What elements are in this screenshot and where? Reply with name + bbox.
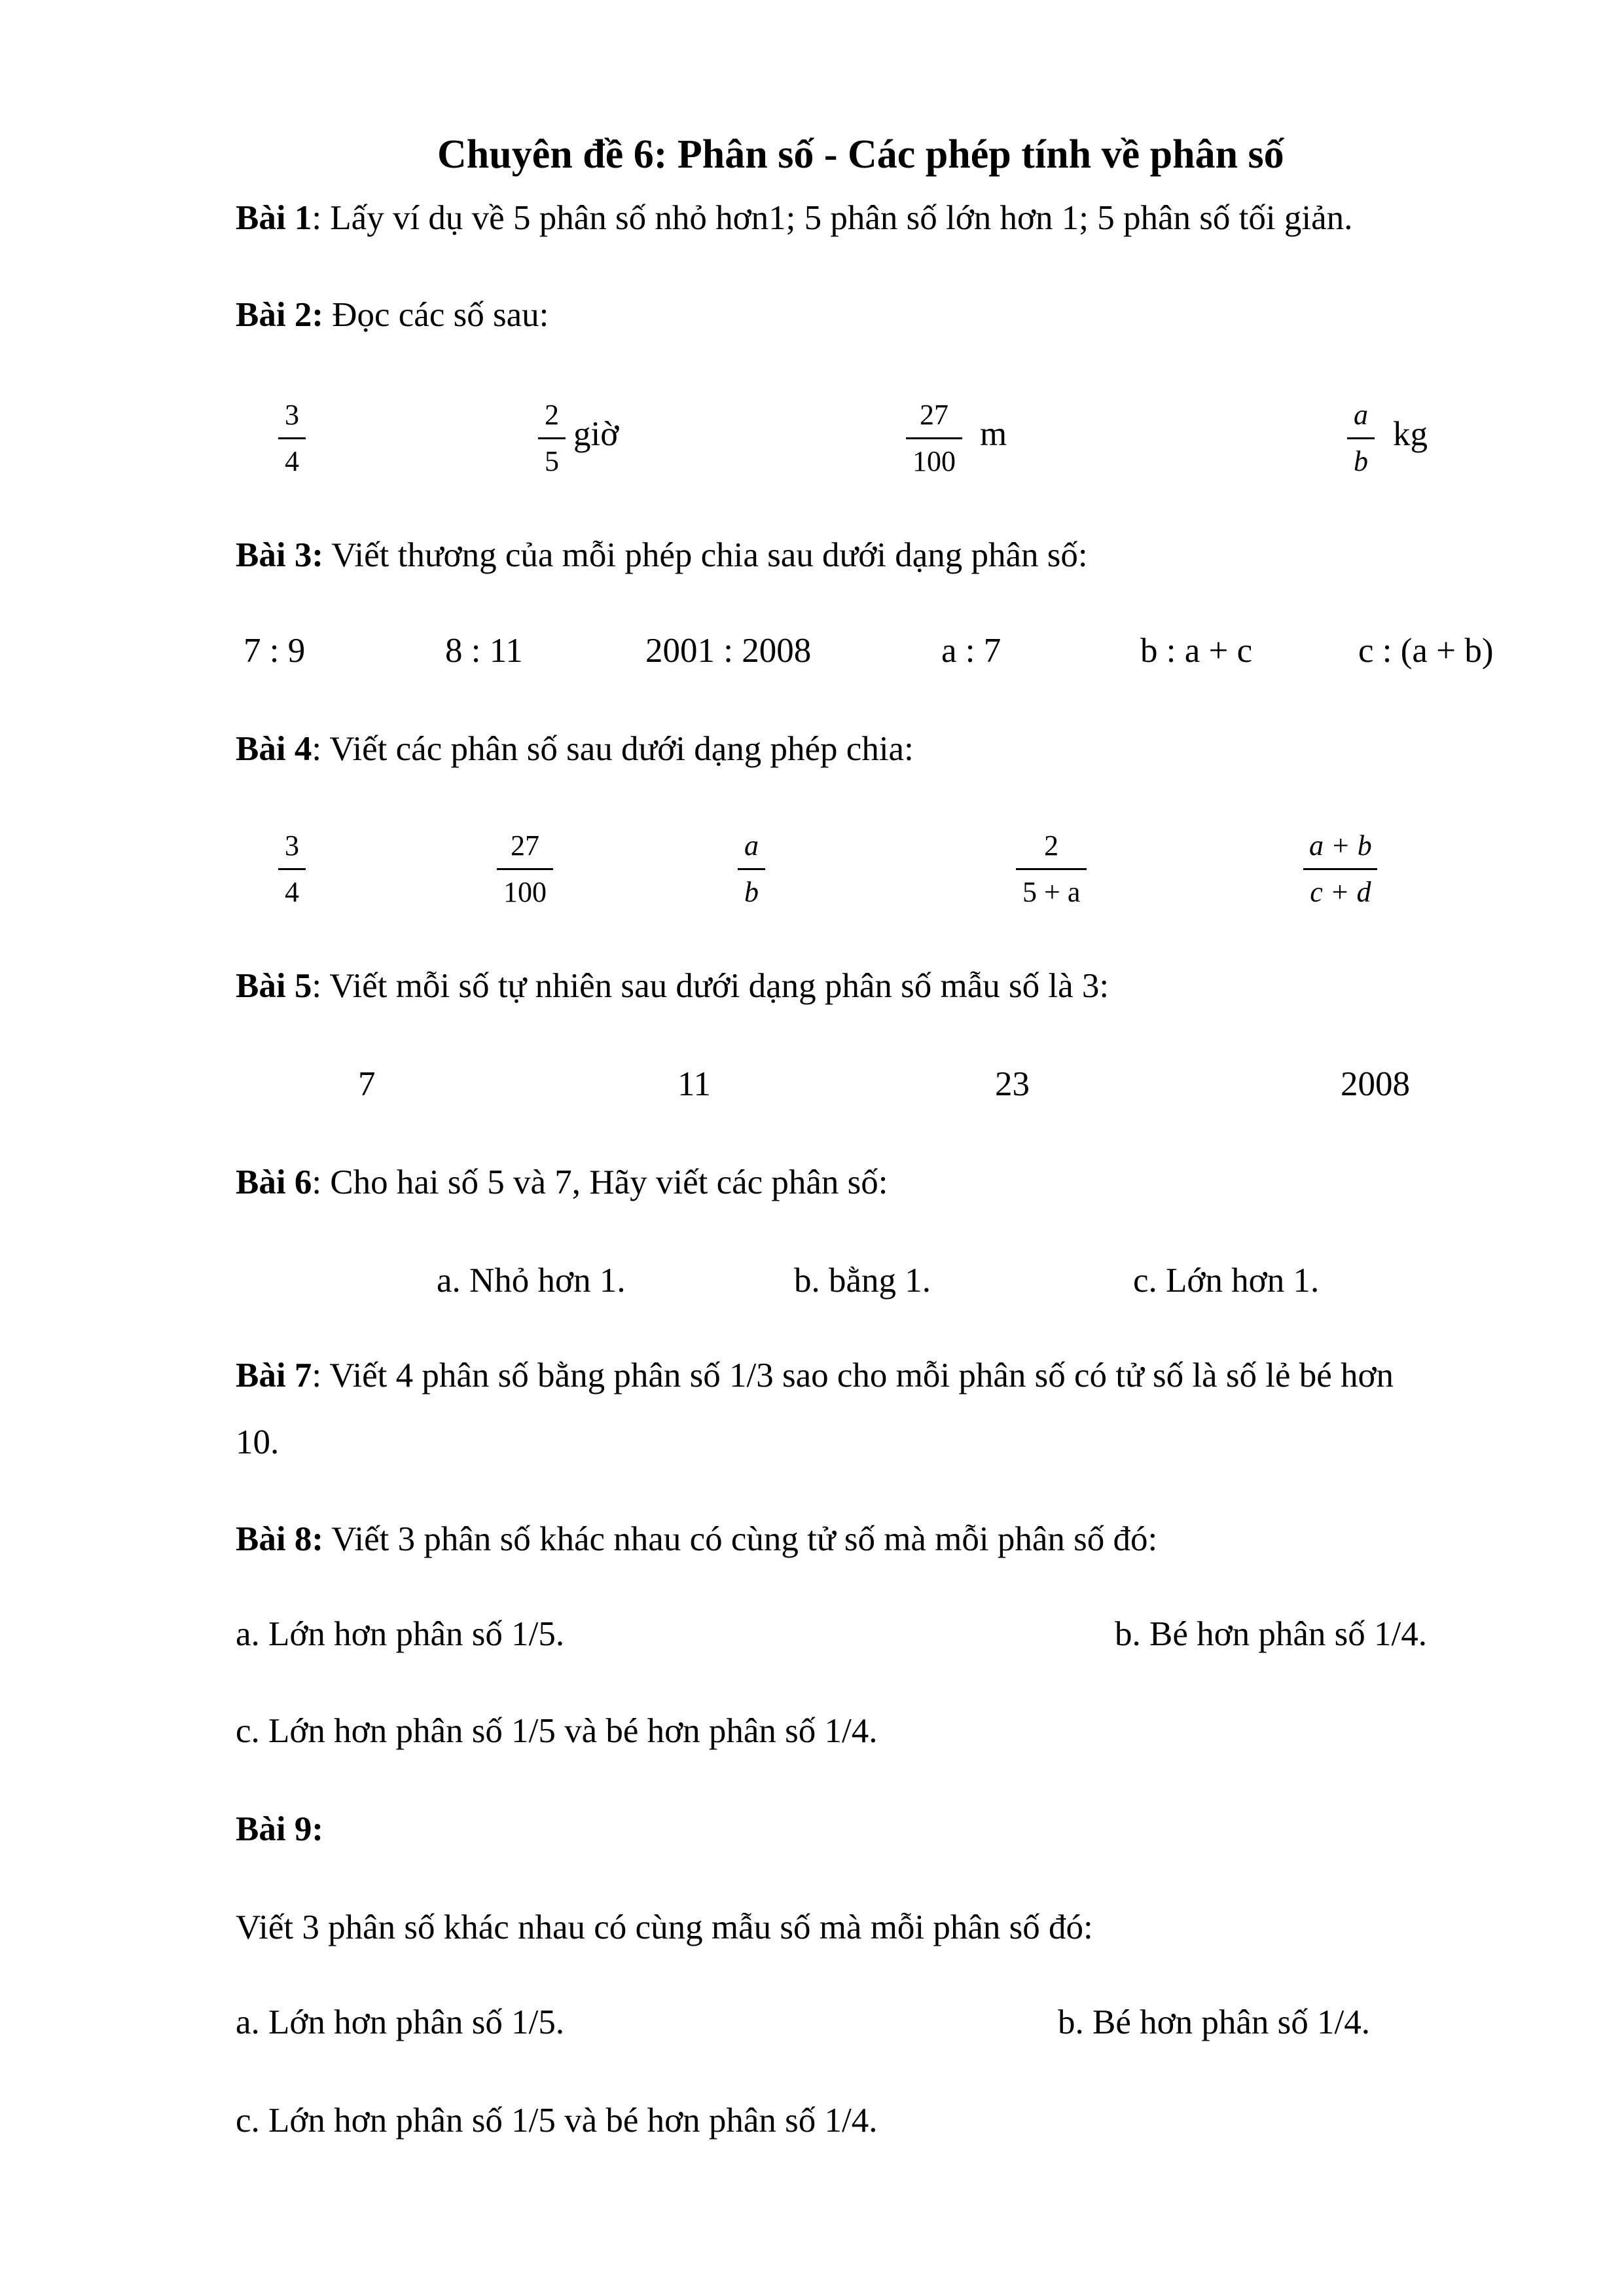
exercise-1 — [236, 201, 1352, 236]
division-item: c : (a + b) — [1358, 632, 1494, 670]
fraction-2-over-5-plus-a: $\frac{2}{5 + a}$ — [1016, 831, 1087, 907]
natural-number: 2008 — [1341, 1065, 1410, 1103]
natural-number: 11 — [677, 1065, 712, 1103]
natural-number: 23 — [995, 1065, 1030, 1103]
exercise-5 — [236, 969, 1109, 1004]
exercise-9-part-c: c. Lớn hơn phân số 1/5 và bé hơn phân số 1/4. — [236, 2102, 878, 2140]
exercise-3-label: Bài 3: — [236, 536, 323, 574]
exercise-8 — [236, 1522, 1157, 1557]
exercise-3-text: Viết thương của mỗi phép chia sau dưới dạng phân số: — [323, 536, 1088, 574]
option-b: b. bằng 1. — [794, 1262, 931, 1300]
exercise-9-text: Viết 3 phân số khác nhau có cùng mẫu số mà mỗi phân số đó: — [236, 1908, 1093, 1946]
exercise-7-continued: 10. — [236, 1423, 280, 1461]
fraction-27-100: $\frac{27}{100}$ — [906, 401, 962, 476]
division-item: 2001 : 2008 — [645, 632, 812, 670]
exercise-1-label: Bài 1 — [236, 199, 312, 237]
division-item: a : 7 — [941, 632, 1001, 670]
natural-number: 7 — [358, 1065, 376, 1103]
division-item: 8 : 11 — [445, 632, 523, 670]
exercise-5-label: Bài 5 — [236, 967, 312, 1005]
exercise-3 — [236, 538, 1088, 573]
exercise-4-text: : Viết các phân số sau dưới dạng phép chia: — [312, 730, 914, 768]
exercise-9-part-a: a. Lớn hơn phân số 1/5. — [236, 2003, 565, 2041]
fraction-a-b: $\frac{a}{b}$ — [1347, 401, 1375, 476]
fraction-27-100: $\frac{27}{100}$ — [497, 831, 553, 907]
exercise-4 — [236, 732, 914, 767]
division-item: b : a + c — [1140, 632, 1253, 670]
fraction-2-5: $\frac{2}{5}$ — [538, 401, 566, 476]
exercise-7 — [236, 1358, 1394, 1393]
exercise-2 — [236, 298, 549, 333]
option-c: c. Lớn hơn 1. — [1133, 1262, 1320, 1300]
exercise-8-text: Viết 3 phân số khác nhau có cùng tử số mà mỗi phân số đó: — [323, 1520, 1158, 1558]
exercise-2-label: Bài 2: — [236, 296, 323, 334]
exercise-5-text: : Viết mỗi số tự nhiên sau dưới dạng phân số mẫu số là 3: — [312, 967, 1110, 1005]
exercise-8-part-a: a. Lớn hơn phân số 1/5. — [236, 1615, 565, 1653]
fraction-3-4: $\frac{3}{4}$ — [278, 401, 306, 476]
unit-meter: m — [980, 415, 1007, 453]
exercise-6-label: Bài 6 — [236, 1163, 312, 1201]
fraction-a-plus-b-over-c-plus-d: $\frac{a + b}{c + d}$ — [1303, 831, 1379, 907]
fraction-3-4: $\frac{3}{4}$ — [278, 831, 306, 907]
exercise-7-text: : Viết 4 phân số bằng phân số 1/3 sao cho mỗi phân số có tử số là số lẻ bé hơn — [312, 1357, 1394, 1394]
exercise-6 — [236, 1165, 888, 1200]
exercise-9-part-b: b. Bé hơn phân số 1/4. — [1058, 2003, 1371, 2041]
exercise-4-label: Bài 4 — [236, 730, 312, 768]
exercise-2-text: Đọc các số sau: — [323, 296, 549, 334]
unit-hours: giờ — [573, 415, 619, 453]
option-a: a. Nhỏ hơn 1. — [437, 1262, 626, 1300]
exercise-6-text: : Cho hai số 5 và 7, Hãy viết các phân số: — [312, 1163, 888, 1201]
exercise-1-text: : Lấy ví dụ về 5 phân số nhỏ hơn1; 5 phân số lớn hơn 1; 5 phân số tối giản. — [312, 199, 1353, 237]
exercise-8-label: Bài 8: — [236, 1520, 323, 1558]
page-title: Chuyên đề 6: Phân số - Các phép tính về phân số — [437, 132, 1284, 177]
exercise-9-label: Bài 9: — [236, 1810, 323, 1848]
exercise-7-label: Bài 7 — [236, 1357, 312, 1394]
division-item: 7 : 9 — [244, 632, 306, 670]
fraction-a-b: $\frac{a}{b}$ — [738, 831, 765, 907]
exercise-8-part-b: b. Bé hơn phân số 1/4. — [1115, 1615, 1428, 1653]
exercise-8-part-c: c. Lớn hơn phân số 1/5 và bé hơn phân số 1/4. — [236, 1712, 878, 1750]
unit-kilogram: kg — [1393, 415, 1428, 453]
